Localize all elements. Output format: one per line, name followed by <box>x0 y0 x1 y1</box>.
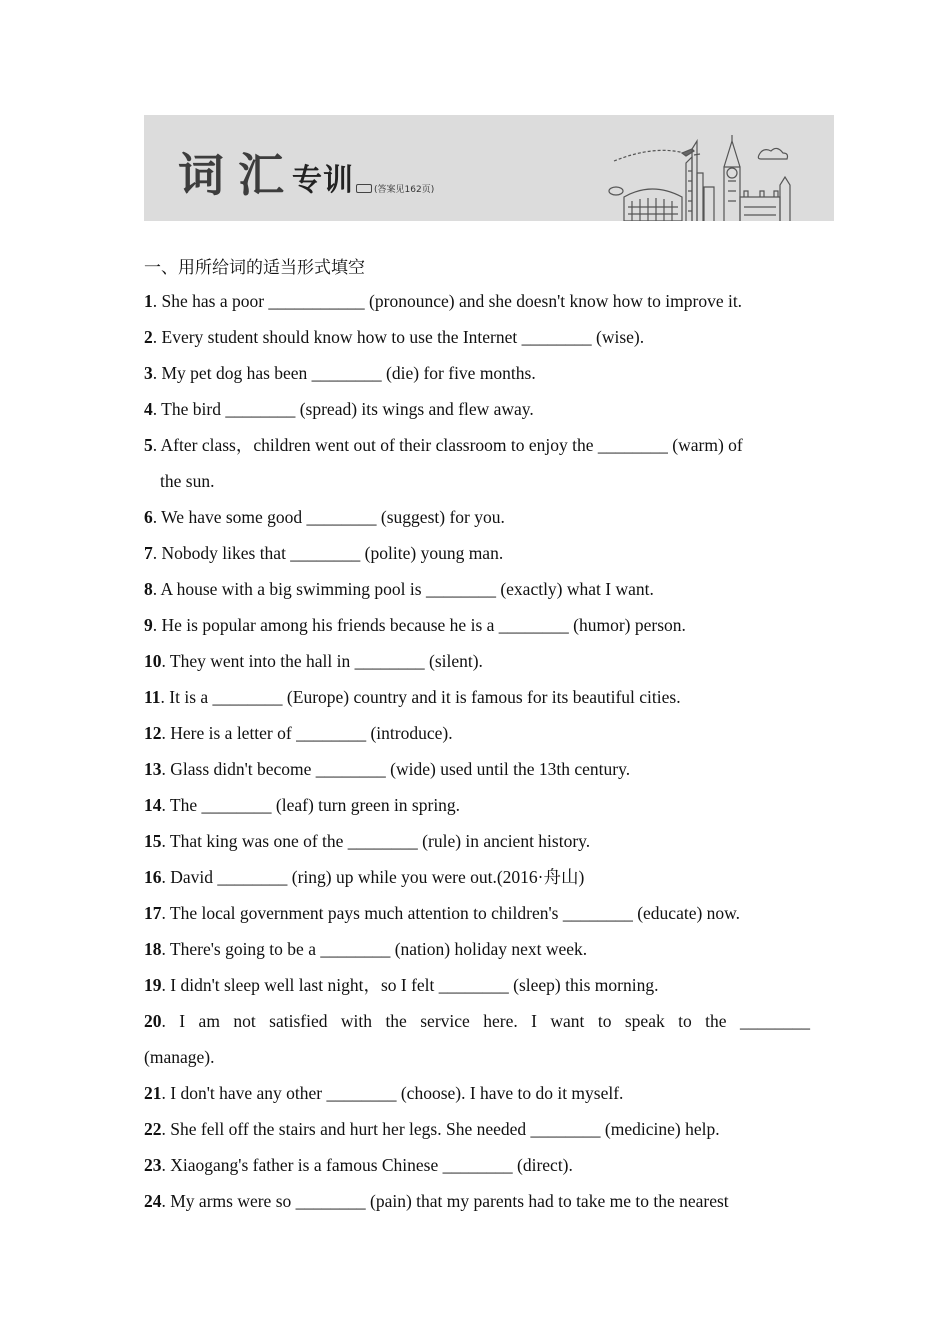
banner-title-sub: 专训 <box>292 163 354 198</box>
question-item: 9. He is popular among his friends because he is a ________ (humor) person. <box>144 615 686 635</box>
answer-note-text: (答案见162页) <box>374 185 435 195</box>
question-item: 18. There's going to be a ________ (nation) holiday next week. <box>144 939 588 959</box>
question-item: 15. That king was one of the ________ (rule) in ancient history. <box>144 831 591 851</box>
question-item: 4. The bird ________ (spread) its wings and flew away. <box>144 399 534 419</box>
question-item: 21. I don't have any other ________ (choose). I have to do it myself. <box>144 1083 624 1103</box>
question-item: 2. Every student should know how to use the Internet ________ (wise). <box>144 327 645 347</box>
header-banner <box>144 115 834 221</box>
question-item: 3. My pet dog has been ________ (die) for five months. <box>144 363 536 383</box>
question-item: 19. I didn't sleep well last night，so I felt ________ (sleep) this morning. <box>144 975 659 995</box>
banner-title-main: 词汇 <box>178 148 298 202</box>
question-item: 8. A house with a big swimming pool is ________ (exactly) what I want. <box>144 579 654 599</box>
section-title: 一、用所给词的适当形式填空 <box>144 258 365 278</box>
question-item: 23. Xiaogang's father is a famous Chinese ________ (direct). <box>144 1155 573 1175</box>
question-item: 24. My arms were so ________ (pain) that my parents had to take me to the nearest <box>144 1191 729 1211</box>
question-continuation: (manage). <box>144 1047 215 1067</box>
question-item: 11. It is a ________ (Europe) country and it is famous for its beautiful cities. <box>144 687 681 707</box>
question-item: 10. They went into the hall in ________ (silent). <box>144 651 483 671</box>
question-item: 5. After class，children went out of their classroom to enjoy the ________ (warm) of <box>144 435 743 455</box>
banner-title <box>178 141 434 201</box>
question-item: 20. I am not satisfied with the service here. I want to speak to the ________ <box>144 1011 810 1031</box>
question-continuation: the sun. <box>160 471 215 491</box>
question-item: 16. David ________ (ring) up while you were out.(2016·舟山) <box>144 867 585 887</box>
question-item: 7. Nobody likes that ________ (polite) young man. <box>144 543 504 563</box>
question-item: 13. Glass didn't become ________ (wide) used until the 13th century. <box>144 759 631 779</box>
question-item: 22. She fell off the stairs and hurt her legs. She needed ________ (medicine) help. <box>144 1119 720 1139</box>
question-list <box>144 283 810 1219</box>
question-item: 12. Here is a letter of ________ (introduce). <box>144 723 453 743</box>
question-item: 17. The local government pays much attention to children's ________ (educate) now. <box>144 903 741 923</box>
city-skyline-icon <box>604 115 834 221</box>
question-item: 1. She has a poor ___________ (pronounce) and she doesn't know how to improve it. <box>144 291 743 311</box>
question-item: 14. The ________ (leaf) turn green in spring. <box>144 795 461 815</box>
pointing-hand-icon <box>356 184 372 193</box>
question-item: 6. We have some good ________ (suggest) for you. <box>144 507 505 527</box>
answer-note <box>356 182 434 195</box>
